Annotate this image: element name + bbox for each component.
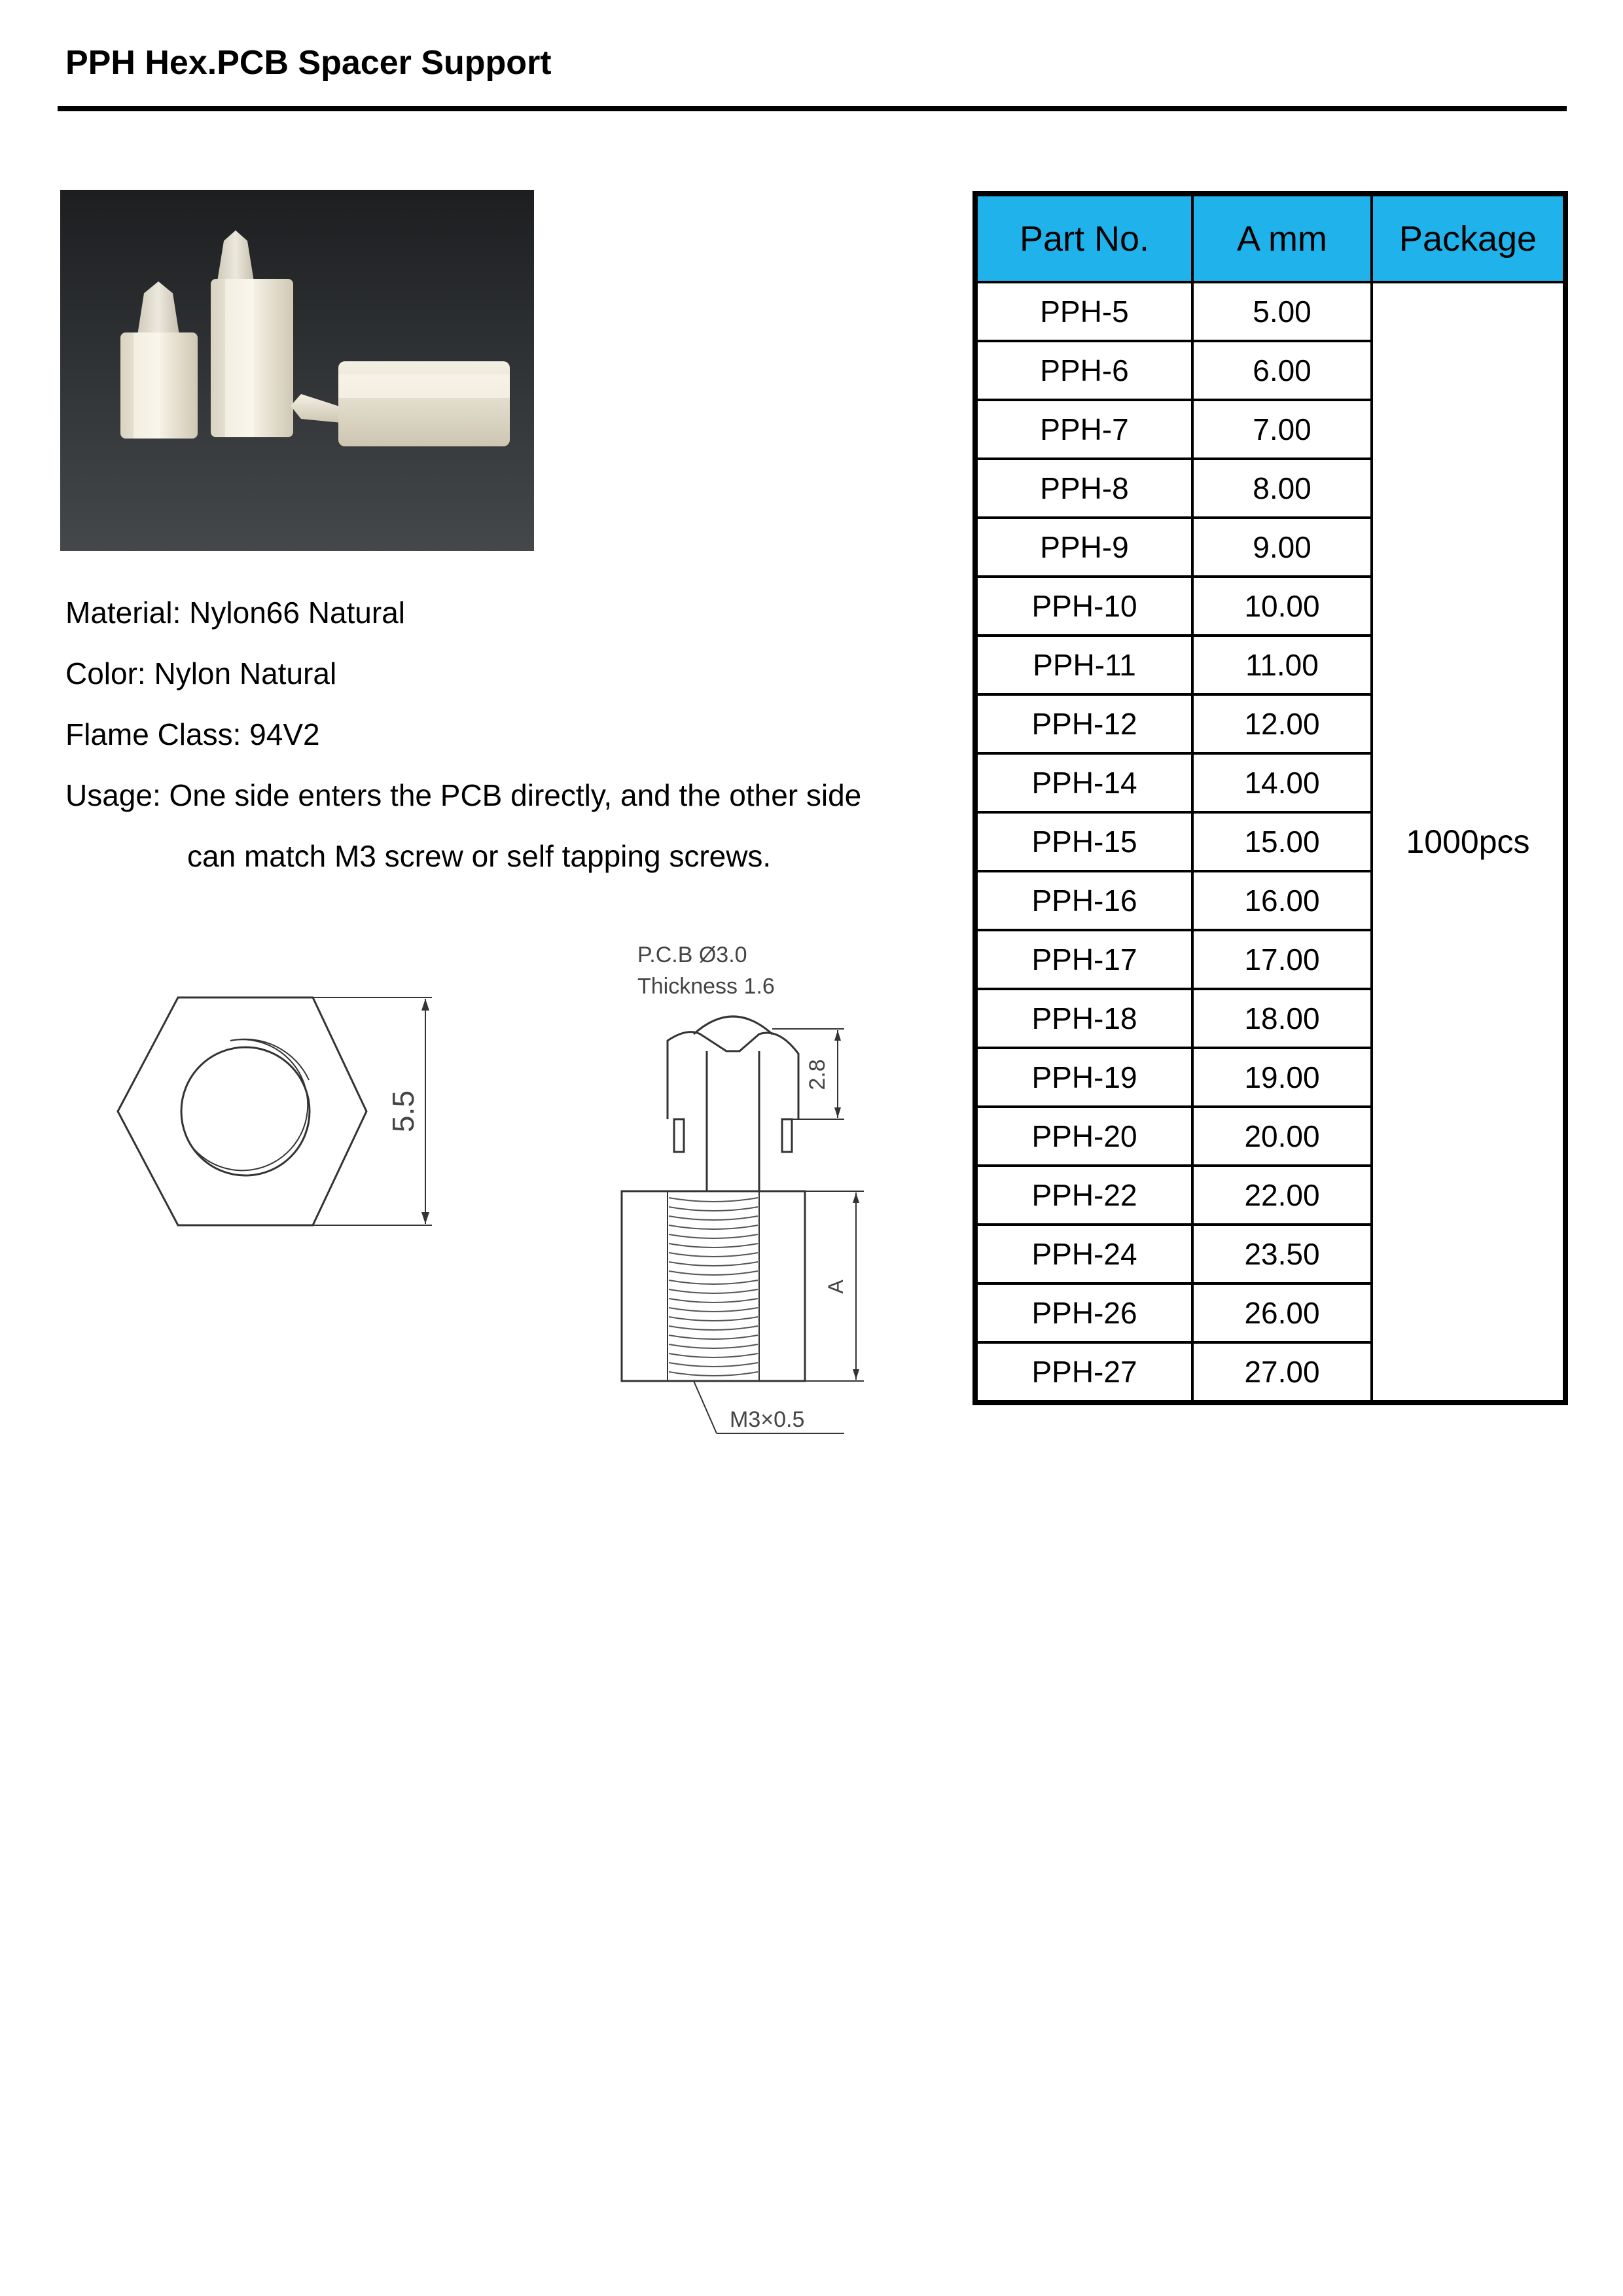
a-mm-cell: 12.00	[1192, 694, 1372, 753]
a-mm-cell: 14.00	[1192, 753, 1372, 812]
part-number-cell: PPH-14	[975, 753, 1192, 812]
part-number-cell: PPH-18	[975, 989, 1192, 1048]
pcb-thickness-label: Thickness 1.6	[637, 974, 775, 999]
title-divider	[58, 106, 1567, 111]
a-mm-cell: 15.00	[1192, 812, 1372, 871]
a-mm-cell: 20.00	[1192, 1107, 1372, 1166]
part-number-cell: PPH-19	[975, 1048, 1192, 1107]
a-mm-cell: 26.00	[1192, 1283, 1372, 1342]
a-mm-cell: 5.00	[1192, 282, 1372, 341]
a-mm-cell: 8.00	[1192, 459, 1372, 518]
length-a-label: A	[824, 1280, 847, 1294]
clip-height-label: 2.8	[805, 1059, 830, 1090]
part-number-cell: PPH-22	[975, 1166, 1192, 1225]
spec-material: Material: Nylon66 Natural	[65, 596, 406, 630]
part-number-cell: PPH-9	[975, 518, 1192, 577]
part-number-cell: PPH-10	[975, 577, 1192, 636]
a-mm-cell: 17.00	[1192, 930, 1372, 989]
header-part-no: Part No.	[975, 194, 1192, 282]
thread-label: M3×0.5	[730, 1407, 805, 1432]
a-mm-cell: 16.00	[1192, 871, 1372, 930]
part-number-cell: PPH-5	[975, 282, 1192, 341]
hex-top-view-drawing	[111, 982, 452, 1244]
part-number-cell: PPH-6	[975, 341, 1192, 400]
a-mm-cell: 7.00	[1192, 400, 1372, 459]
part-number-cell: PPH-11	[975, 636, 1192, 694]
part-number-cell: PPH-8	[975, 459, 1192, 518]
header-a-mm: A mm	[1192, 194, 1372, 282]
part-number-cell: PPH-15	[975, 812, 1192, 871]
table-header-row	[975, 194, 1565, 282]
a-mm-cell: 23.50	[1192, 1225, 1372, 1283]
page-title: PPH Hex.PCB Spacer Support	[65, 44, 552, 82]
a-mm-cell: 9.00	[1192, 518, 1372, 577]
parts-table	[972, 191, 1568, 1405]
a-mm-cell: 10.00	[1192, 577, 1372, 636]
a-mm-cell: 18.00	[1192, 989, 1372, 1048]
pcb-hole-label: P.C.B Ø3.0	[637, 942, 747, 967]
a-mm-cell: 11.00	[1192, 636, 1372, 694]
a-mm-cell: 6.00	[1192, 341, 1372, 400]
part-number-cell: PPH-26	[975, 1283, 1192, 1342]
spec-usage-continued: can match M3 screw or self tapping screws.	[187, 839, 772, 873]
spec-flame-class: Flame Class: 94V2	[65, 717, 320, 751]
table-row	[975, 282, 1565, 341]
hex-width-label: 5.5	[386, 1090, 420, 1132]
part-number-cell: PPH-24	[975, 1225, 1192, 1283]
a-mm-cell: 19.00	[1192, 1048, 1372, 1107]
part-number-cell: PPH-12	[975, 694, 1192, 753]
spec-usage: Usage: One side enters the PCB directly, and the other side	[65, 778, 862, 812]
thread-pattern	[669, 1198, 758, 1376]
side-view-drawing	[596, 936, 883, 1446]
part-number-cell: PPH-7	[975, 400, 1192, 459]
a-mm-cell: 22.00	[1192, 1166, 1372, 1225]
spec-color: Color: Nylon Natural	[65, 656, 337, 691]
part-number-cell: PPH-16	[975, 871, 1192, 930]
part-number-cell: PPH-17	[975, 930, 1192, 989]
product-photo	[60, 190, 534, 551]
part-number-cell: PPH-27	[975, 1342, 1192, 1403]
a-mm-cell: 27.00	[1192, 1342, 1372, 1403]
specifications	[65, 583, 861, 887]
package-cell: 1000pcs	[1372, 282, 1565, 1403]
header-package: Package	[1372, 194, 1565, 282]
part-number-cell: PPH-20	[975, 1107, 1192, 1166]
